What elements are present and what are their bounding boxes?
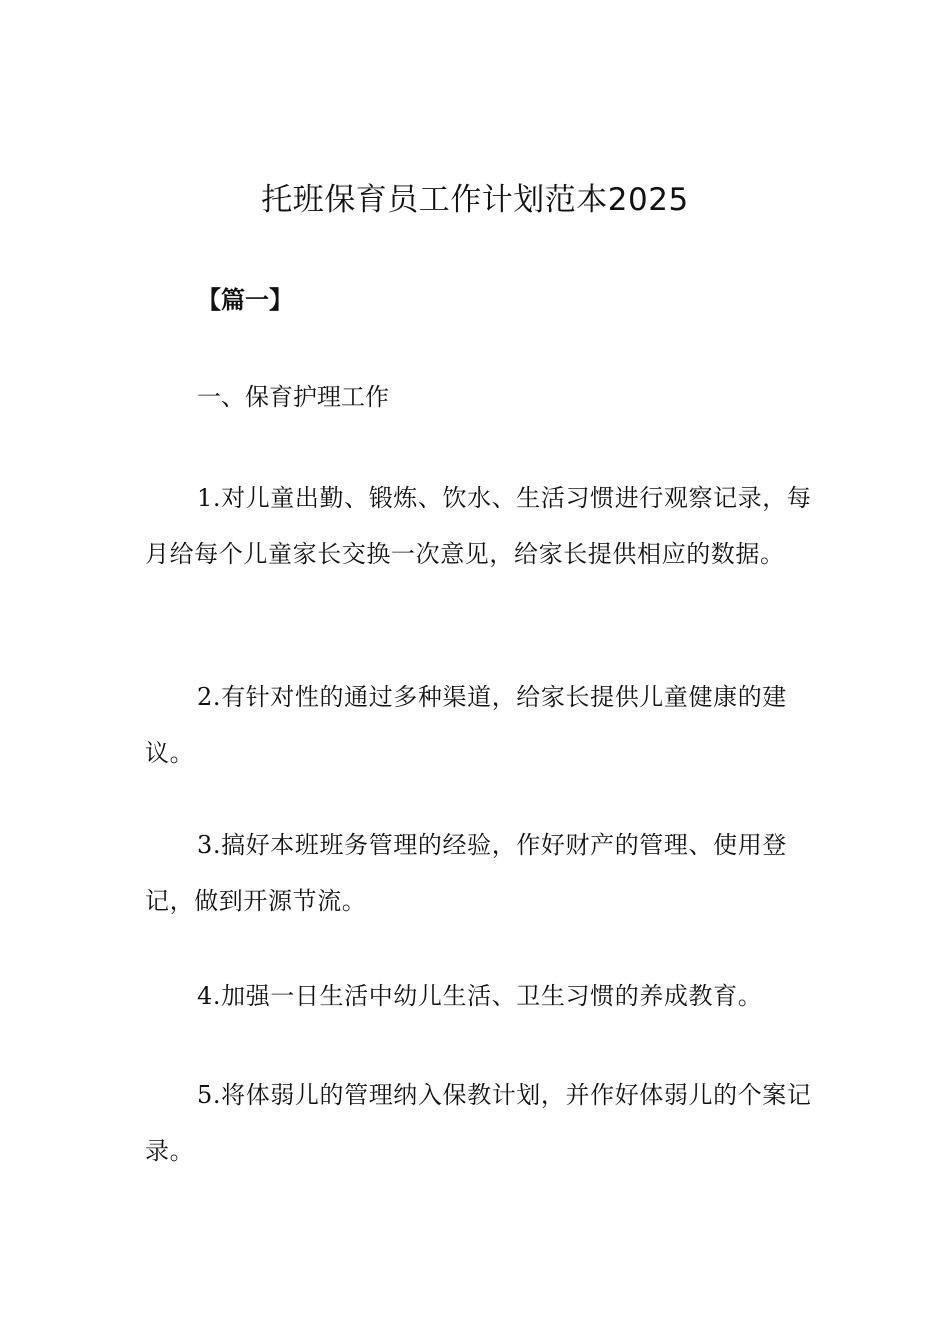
section-subheading: 一、保育护理工作 xyxy=(197,383,389,411)
section-label: 【篇一】 xyxy=(197,285,293,314)
paragraph-2: 2.有针对性的通过多种渠道，给家长提供儿童健康的建议。 xyxy=(145,683,787,767)
document-title: 托班保育员工作计划范本2025 xyxy=(261,182,689,218)
paragraph-3: 3.搞好本班班务管理的经验，作好财产的管理、使用登记，做到开源节流。 xyxy=(145,831,787,915)
paragraph-1: 1.对儿童出勤、锻炼、饮水、生活习惯进行观察记录，每月给每个儿童家长交换一次意见，给家长提供相应的数据。 xyxy=(145,484,812,568)
paragraph-4: 4.加强一日生活中幼儿生活、卫生习惯的养成教育。 xyxy=(197,982,763,1010)
paragraph-5: 5.将体弱儿的管理纳入保教计划，并作好体弱儿的个案记录。 xyxy=(145,1081,812,1165)
